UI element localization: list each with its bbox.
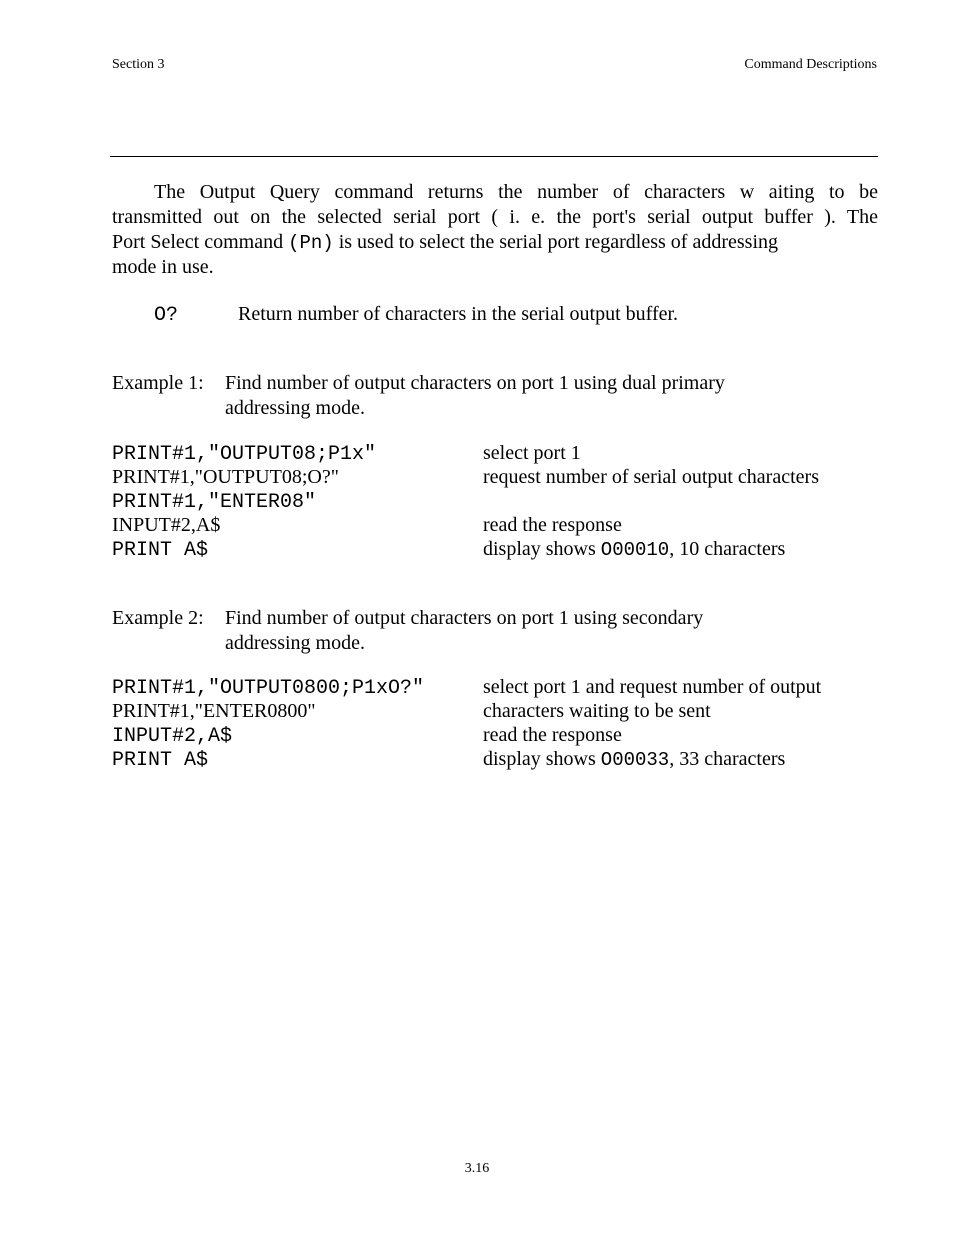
example2-code-line: PRINT A$ [112, 749, 209, 772]
example1-comment: request number of serial output characters [483, 466, 819, 488]
example1-code-line: INPUT#2,A$ [112, 514, 221, 536]
example1-code-line: PRINT A$ [112, 539, 209, 562]
header-chapter-title: Command Descriptions [744, 57, 877, 72]
intro-line-3-post: is used to select the serial port regardless of addressing [333, 231, 779, 253]
example2-code-line: PRINT#1,"OUTPUT0800;P1xO?" [112, 677, 425, 700]
intro-line-3 [112, 230, 778, 256]
example2-response-code: O00033 [600, 749, 670, 771]
intro-line-1: The Output Query command returns the number of characters w aiting to be [154, 181, 878, 203]
syntax-command: O? [154, 304, 179, 327]
example2-label: Example 2: [112, 607, 204, 629]
page-number: 3.16 [464, 1161, 490, 1176]
example2-comment: display shows O00033, 33 characters [483, 748, 786, 771]
example1-title-line2: addressing mode. [225, 397, 365, 419]
port-select-code: (Pn) [288, 232, 334, 254]
intro-line-3-pre: Port Select command [112, 231, 289, 253]
example1-title-line1: Find number of output characters on port 1 using dual primary [225, 372, 725, 394]
example1-comment: display shows O00010, 10 characters [483, 538, 786, 561]
intro-paragraph [112, 180, 878, 280]
header-section: Section 3 [112, 57, 165, 72]
intro-line-4: mode in use. [112, 256, 214, 278]
example2-comment: select port 1 and request number of output [483, 676, 822, 698]
header-rule [110, 156, 878, 157]
example2-code-line: PRINT#1,"ENTER0800" [112, 700, 316, 722]
example2-title-line2: addressing mode. [225, 632, 365, 654]
example1-label: Example 1: [112, 372, 204, 394]
example2-comment: characters waiting to be sent [483, 700, 711, 722]
example2-comment: read the response [483, 724, 622, 746]
example1-code-line: PRINT#1,"OUTPUT08;O?" [112, 466, 339, 488]
example2-title-line1: Find number of output characters on port 1 using secondary [225, 607, 704, 629]
syntax-description: Return number of characters in the serial output buffer. [238, 303, 679, 325]
example1-comment: read the response [483, 514, 622, 536]
example1-comment: select port 1 [483, 442, 581, 464]
example1-response-code: O00010 [600, 539, 670, 561]
example1-code-line: PRINT#1,"ENTER08" [112, 491, 317, 514]
intro-line-2: transmitted out on the selected serial port ( i. e. the port's serial output buffer ). The [112, 206, 878, 228]
example2-code-line: INPUT#2,A$ [112, 725, 233, 748]
example1-code-line: PRINT#1,"OUTPUT08;P1x" [112, 443, 377, 466]
